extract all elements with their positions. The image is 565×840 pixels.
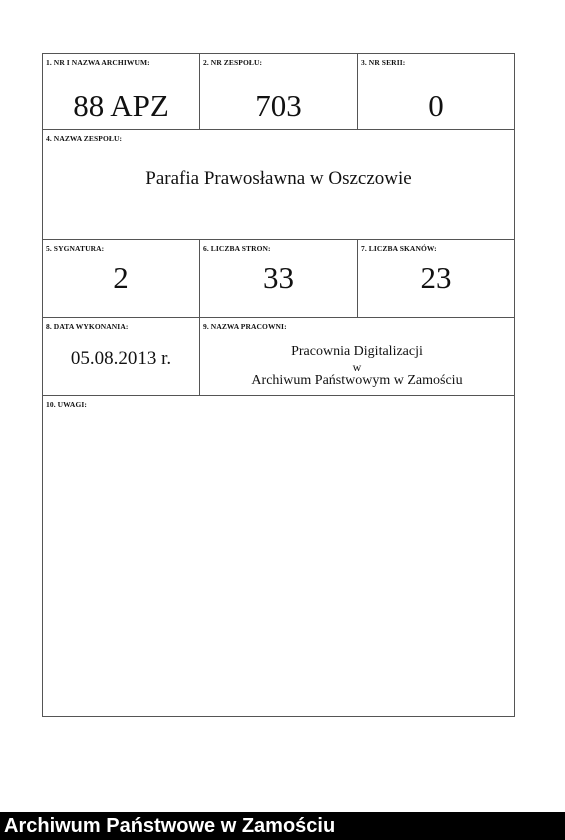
fonds-name-label: 4. NAZWA ZESPOŁU: — [46, 134, 123, 143]
cell-pages — [200, 240, 358, 317]
scans-value: 23 — [420, 260, 452, 295]
signature-value: 2 — [113, 260, 129, 295]
workshop-line-3: Archiwum Państwowym w Zamościu — [251, 373, 463, 388]
cell-scans — [358, 240, 514, 317]
row-archive-info — [43, 54, 514, 130]
cell-notes — [43, 396, 514, 716]
workshop-line-2: w — [352, 360, 362, 374]
row-counts — [43, 240, 514, 318]
date-label: 8. DATA WYKONANIA: — [46, 322, 129, 331]
series-no-label: 3. NR SERII: — [361, 58, 406, 67]
workshop-label: 9. NAZWA PRACOWNI: — [203, 322, 287, 331]
workshop-line-1: Pracownia Digitalizacji — [291, 344, 423, 359]
cell-archive — [43, 54, 200, 129]
row-execution — [43, 318, 514, 396]
archive-label: 1. NR I NAZWA ARCHIWUM: — [46, 58, 150, 67]
row-notes — [43, 396, 514, 716]
cell-fonds-name — [43, 130, 514, 239]
signature-label: 5. SYGNATURA: — [46, 244, 105, 253]
pages-value: 33 — [263, 260, 294, 295]
row-fonds-name — [43, 130, 514, 240]
scans-label: 7. LICZBA SKANÓW: — [361, 244, 437, 253]
notes-label: 10. UWAGI: — [46, 400, 88, 409]
cell-workshop — [200, 318, 514, 395]
archive-value: 88 APZ — [73, 88, 169, 123]
footer-bar — [0, 812, 565, 840]
series-no-value: 0 — [428, 88, 444, 123]
cell-signature — [43, 240, 200, 317]
date-value: 05.08.2013 r. — [70, 348, 172, 369]
footer-archive-name: Archiwum Państwowe w Zamościu — [4, 815, 336, 837]
fonds-no-label: 2. NR ZESPOŁU: — [203, 58, 263, 67]
fonds-name-value: Parafia Prawosławna w Oszczowie — [145, 168, 412, 189]
cell-fonds-no — [200, 54, 358, 129]
cell-date — [43, 318, 200, 395]
pages-label: 6. LICZBA STRON: — [203, 244, 271, 253]
cell-series-no — [358, 54, 514, 129]
fonds-no-value: 703 — [255, 88, 302, 123]
archive-metadata-card — [42, 53, 515, 717]
